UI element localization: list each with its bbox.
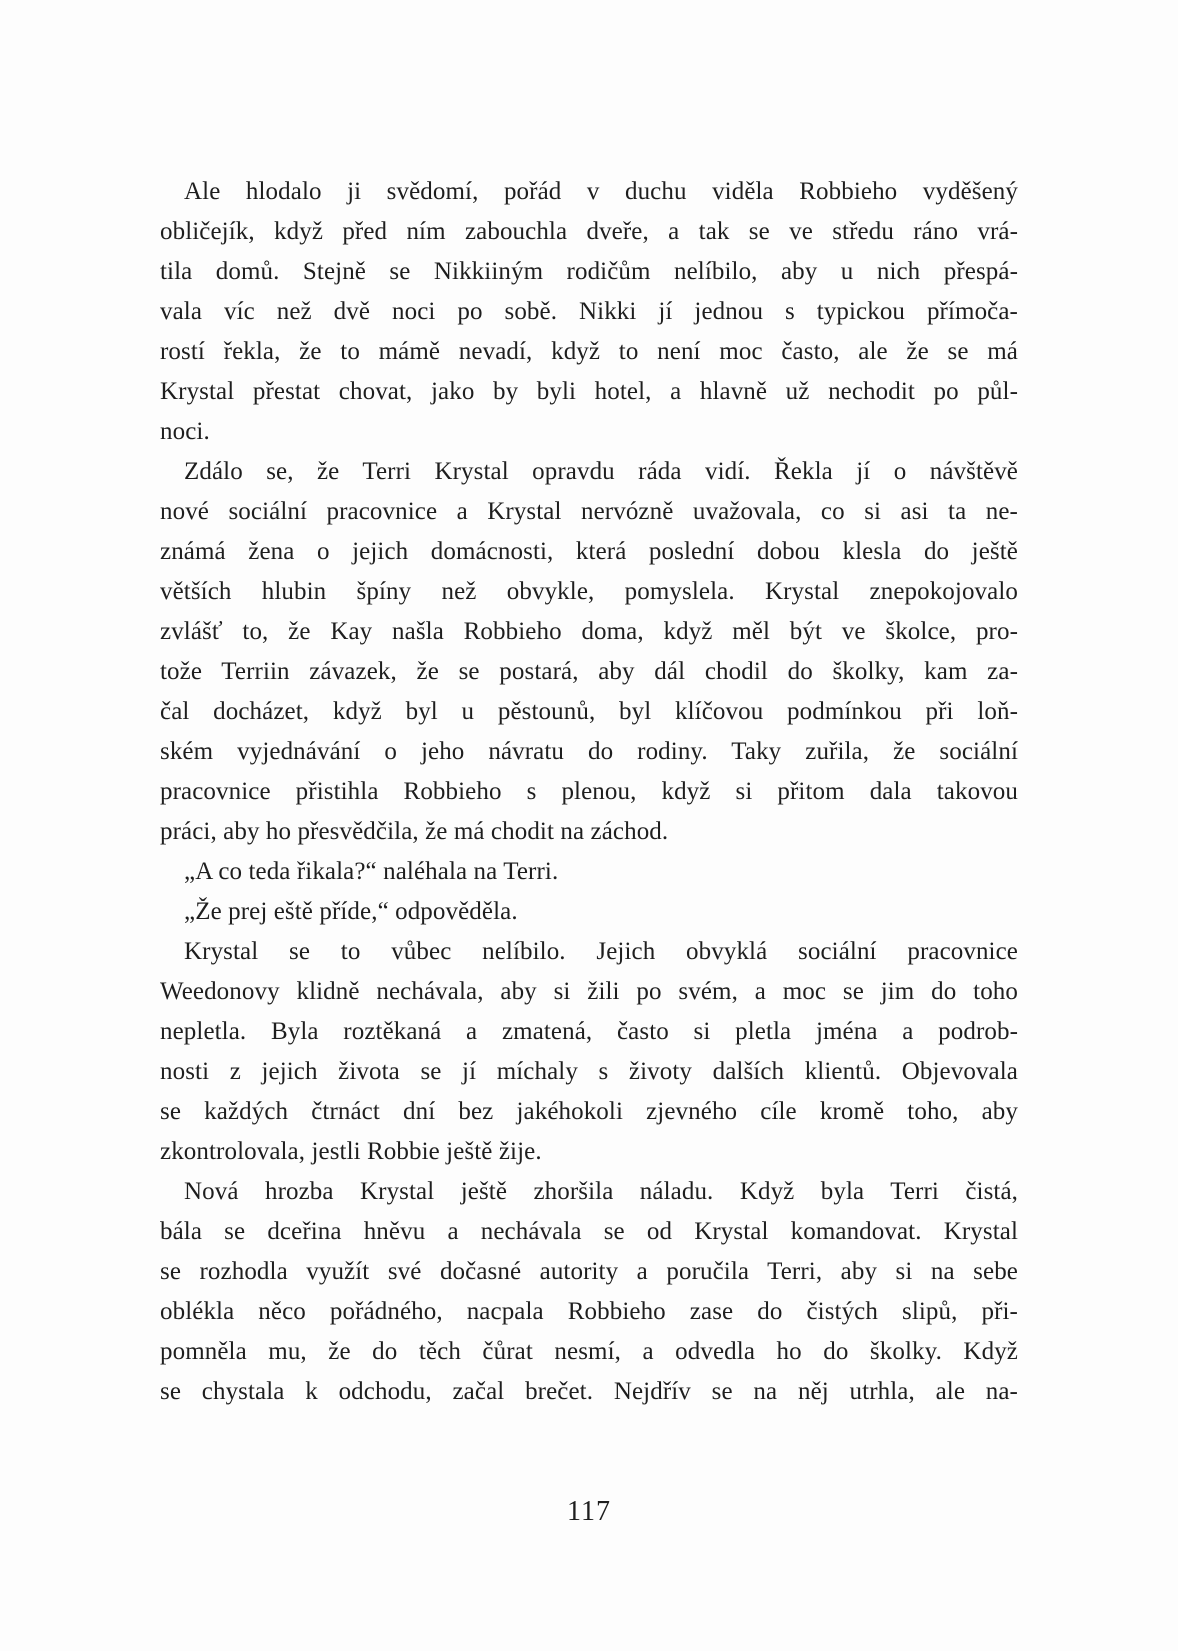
text-line: se chystala k odchodu, začal brečet. Nejdřív se na něj utrhla, ale na- xyxy=(160,1378,1018,1405)
text-line: „Že prej eště příde,“ odpověděla. xyxy=(184,898,518,925)
text-line: pomněla mu, že do těch čůrat nesmí, a odvedla ho do školky. Když xyxy=(160,1338,1018,1365)
text-line: noci. xyxy=(160,418,210,445)
text-line: pracovnice přistihla Robbieho s plenou, když si přitom dala takovou xyxy=(160,778,1018,805)
page-number: 117 xyxy=(567,1496,611,1527)
text-line: Zdálo se, že Terri Krystal opravdu ráda vidí. Řekla jí o návštěvě xyxy=(184,458,1018,485)
text-line: Ale hlodalo ji svědomí, pořád v duchu viděla Robbieho vyděšený xyxy=(184,178,1018,205)
text-line: „A co teda řikala?“ naléhala na Terri. xyxy=(184,858,559,885)
text-line: rostí řekla, že to mámě nevadí, když to není moc často, ale že se má xyxy=(160,338,1018,365)
text-line: nepletla. Byla roztěkaná a zmatená, často si pletla jména a podrob- xyxy=(160,1018,1018,1045)
text-line: Krystal přestat chovat, jako by byli hotel, a hlavně už nechodit po půl- xyxy=(160,378,1018,405)
text-line: nové sociální pracovnice a Krystal nervózně uvažovala, co si asi ta ne- xyxy=(160,498,1018,525)
text-line: tože Terriin závazek, že se postará, aby dál chodil do školky, kam za- xyxy=(160,658,1018,685)
text-line: čal docházet, když byl u pěstounů, byl klíčovou podmínkou při loň- xyxy=(160,698,1018,725)
text-line: Weedonovy klidně nechávala, aby si žili po svém, a moc se jim do toho xyxy=(160,978,1018,1005)
text-line: ském vyjednávání o jeho návratu do rodiny. Taky zuřila, že sociální xyxy=(160,738,1018,765)
text-line: Krystal se to vůbec nelíbilo. Jejich obvyklá sociální pracovnice xyxy=(184,938,1018,965)
text-line: se rozhodla využít své dočasné autority a poručila Terri, aby si na sebe xyxy=(160,1258,1018,1285)
text-line: zkontrolovala, jestli Robbie ještě žije. xyxy=(160,1138,542,1165)
text-line: známá žena o jejich domácnosti, která poslední dobou klesla do ještě xyxy=(160,538,1018,565)
text-line: tila domů. Stejně se Nikkiiným rodičům nelíbilo, aby u nich přespá- xyxy=(160,258,1018,285)
text-line: větších hlubin špíny než obvykle, pomyslela. Krystal znepokojovalo xyxy=(160,578,1018,605)
text-line: vala víc než dvě noci po sobě. Nikki jí jednou s typickou přímoča- xyxy=(160,298,1018,325)
text-line: bála se dceřina hněvu a nechávala se od Krystal komandovat. Krystal xyxy=(160,1218,1018,1245)
text-line: nosti z jejich života se jí míchaly s životy dalších klientů. Objevovala xyxy=(160,1058,1018,1085)
text-line: oblékla něco pořádného, nacpala Robbieho zase do čistých slipů, při- xyxy=(160,1298,1018,1325)
text-line: Nová hrozba Krystal ještě zhoršila náladu. Když byla Terri čistá, xyxy=(184,1178,1018,1205)
text-line: zvlášť to, že Kay našla Robbieho doma, když měl být ve školce, pro- xyxy=(160,618,1018,645)
text-line: práci, aby ho přesvědčila, že má chodit na záchod. xyxy=(160,818,669,845)
text-line: se každých čtrnáct dní bez jakéhokoli zjevného cíle kromě toho, aby xyxy=(160,1098,1018,1125)
page-text-block xyxy=(160,172,1018,1412)
text-line: obličejík, když před ním zabouchla dveře, a tak se ve středu ráno vrá- xyxy=(160,218,1018,245)
